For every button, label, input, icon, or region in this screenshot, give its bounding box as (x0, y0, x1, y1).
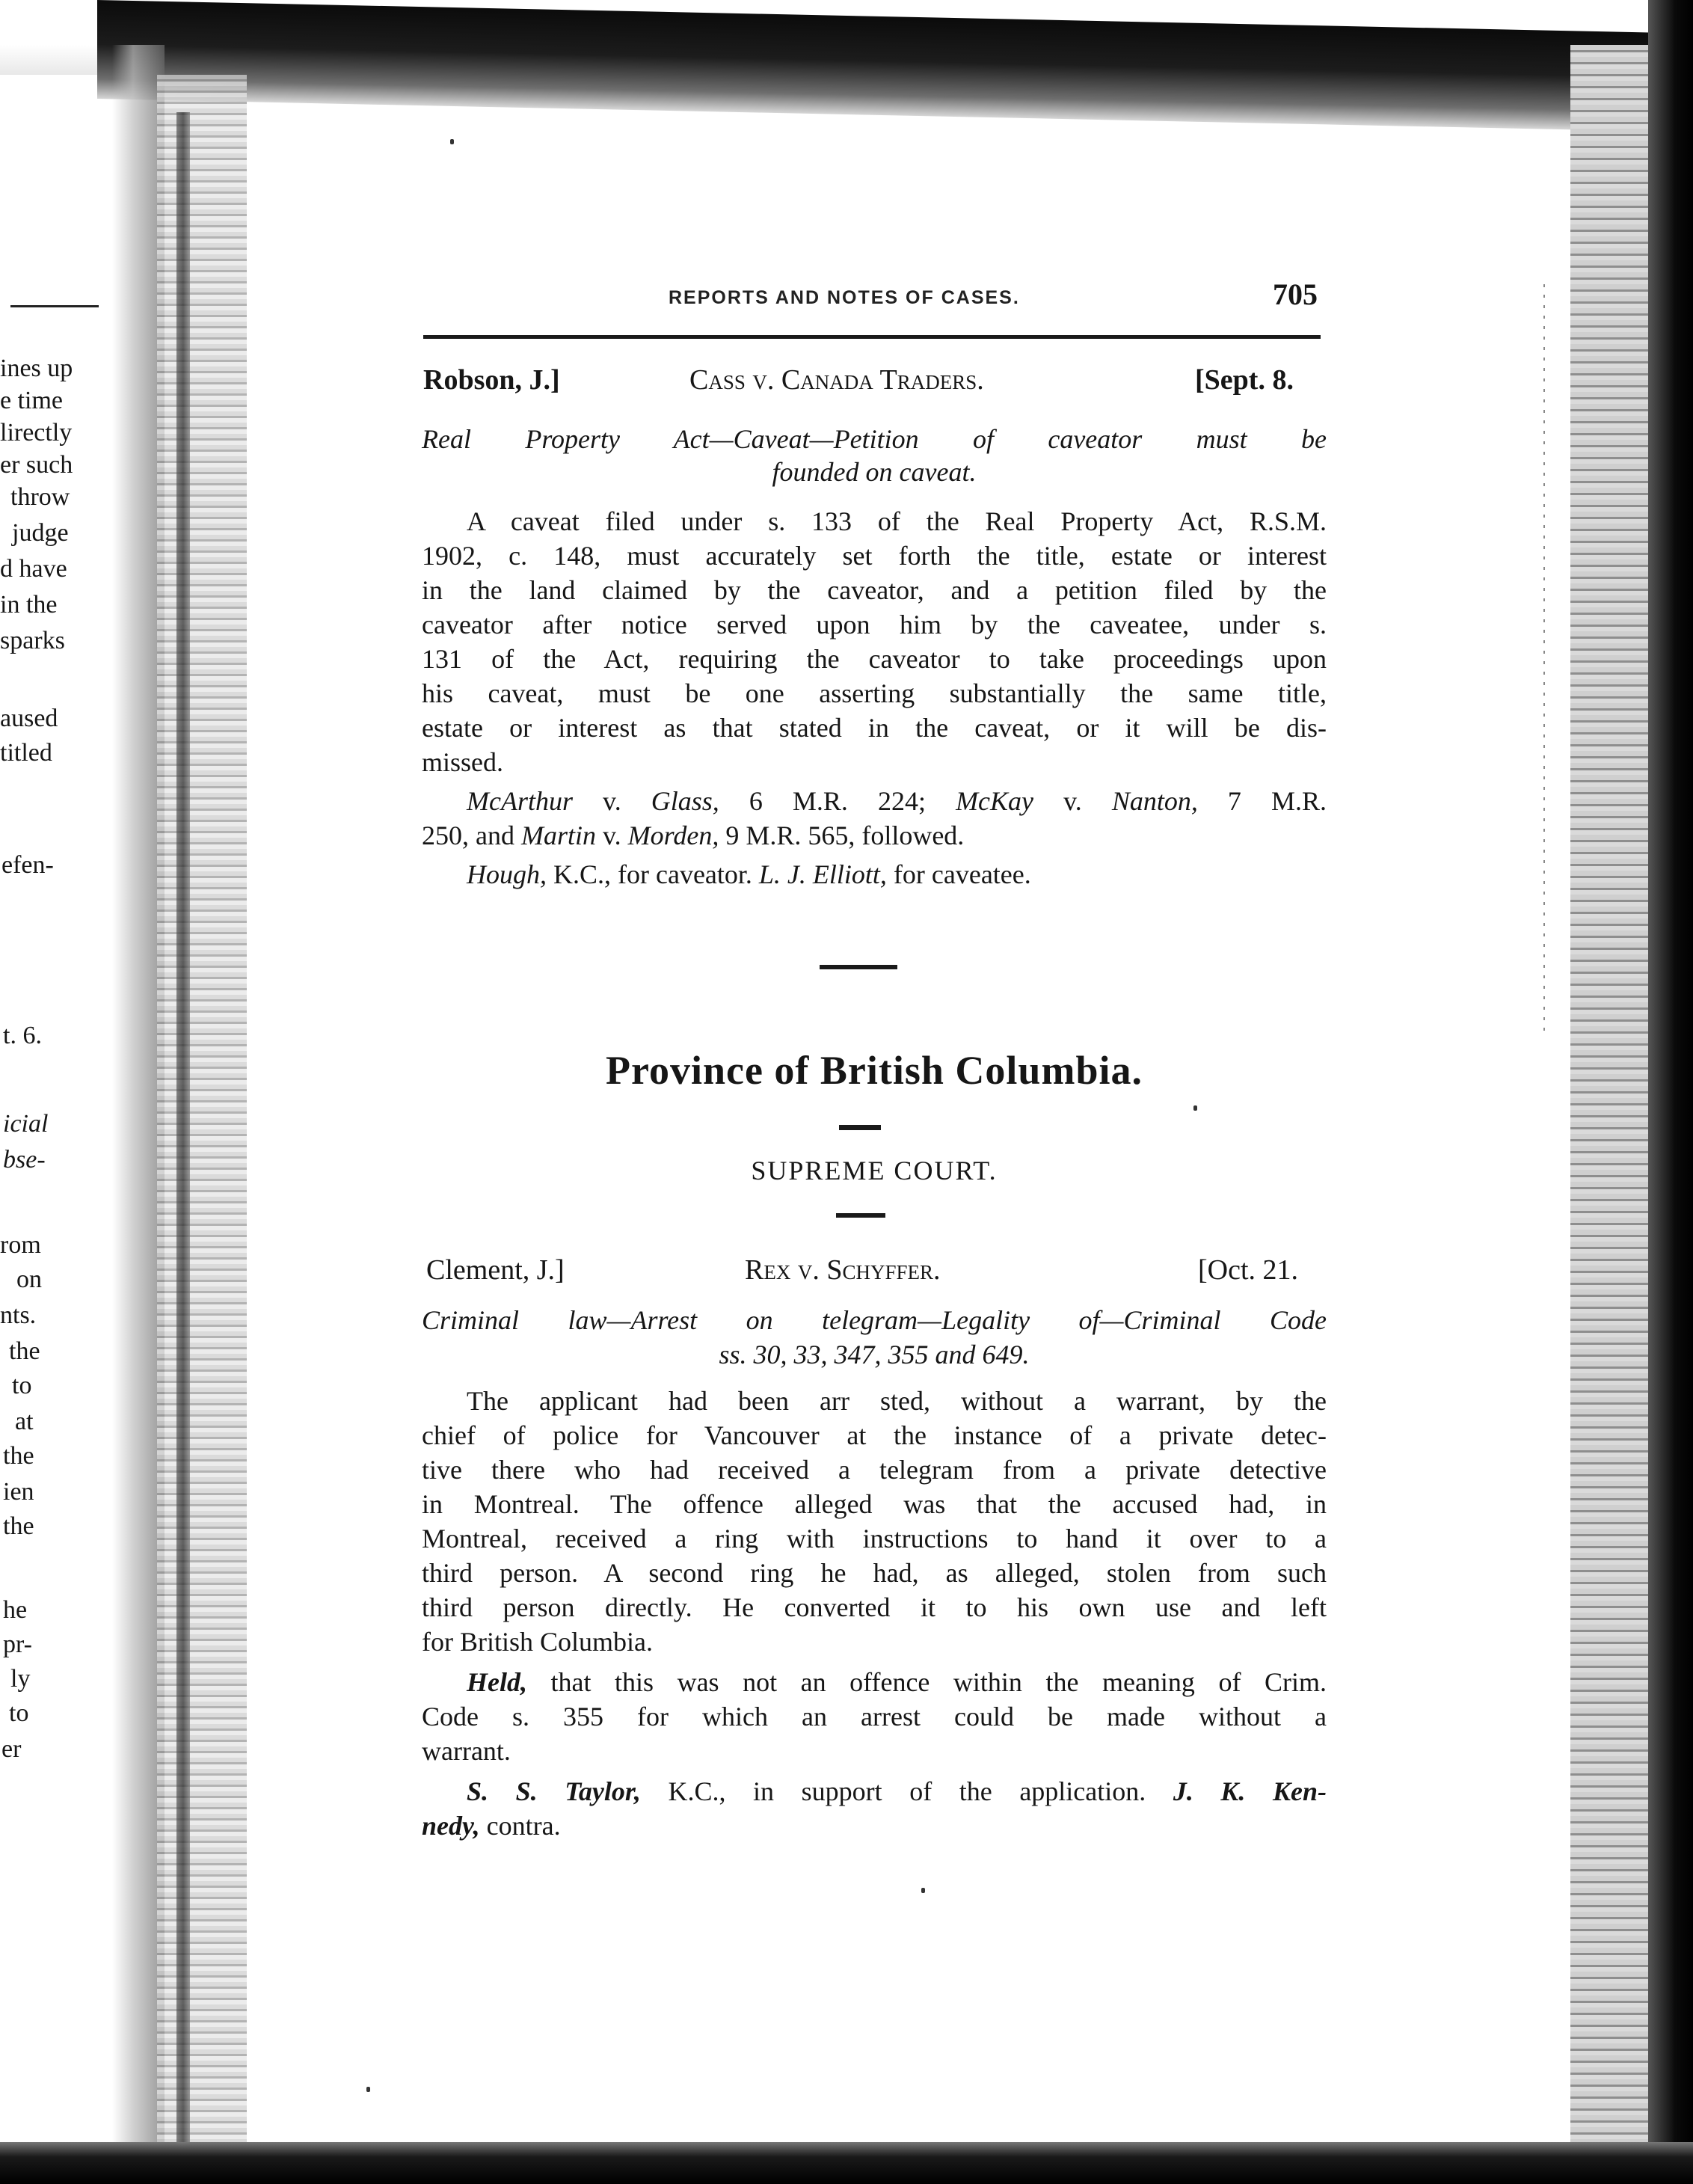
counsel-name: nedy, (422, 1811, 480, 1841)
left-page-line: to (12, 1372, 32, 1399)
page-number: 705 (1273, 277, 1318, 311)
counsel-name: L. J. Elliott, (758, 859, 887, 889)
left-page-line: he (3, 1596, 28, 1624)
counsel-text: K.C., in support of the application. (640, 1776, 1173, 1806)
province-heading: Province of British Columbia. (605, 1048, 1143, 1093)
citation-case-name: McArthur (467, 786, 573, 816)
citation-case-name: Morden, (627, 820, 719, 850)
case2-held-line1 (422, 1665, 1327, 1699)
case2-body-line: third person directly. He converted it to his own use and left (422, 1592, 1327, 1622)
case1-body-line: 1902, c. 148, must accurately set forth the title, estate or interest (422, 541, 1327, 571)
case2-body-line: Montreal, received a ring with instructions to hand it over to a (422, 1524, 1327, 1553)
case2-title: Rex v. Schyffer. (745, 1254, 941, 1286)
left-page-line: judge (12, 519, 69, 547)
case1-title: Cass v. Canada Traders. (689, 364, 984, 396)
held-text: that this was not an offence within the meaning of Crim. (526, 1667, 1327, 1697)
case2-body-line: in Montreal. The offence alleged was that the accused had, in (422, 1489, 1327, 1519)
case2-judge: Clement, J.] (426, 1254, 565, 1286)
left-page-line: titled (0, 739, 52, 767)
left-page-line: d have (0, 555, 67, 583)
scan-speck (1193, 1105, 1197, 1111)
case2-body-line: chief of police for Vancouver at the instance of a private detec- (422, 1420, 1327, 1450)
case1-body-line: missed. (422, 747, 504, 777)
case1-body-line: A caveat filed under s. 133 of the Real Property Act, R.S.M. (467, 506, 1327, 536)
case2-subject-line2: ss. 30, 33, 347, 355 and 649. (719, 1340, 1030, 1369)
case2-held-line3: warrant. (422, 1736, 511, 1766)
left-page-line: the (3, 1512, 34, 1540)
case2-body-line: third person. A second ring he had, as alleged, stolen from such (422, 1558, 1327, 1588)
left-page-line: pr- (3, 1631, 32, 1658)
ornament-rule (836, 1213, 885, 1218)
left-page-line: the (3, 1442, 34, 1470)
citation-case-name: Nanton, (1111, 786, 1198, 816)
left-page-line: t. 6. (3, 1022, 42, 1049)
case2-held-line2: Code s. 355 for which an arrest could be made without a (422, 1702, 1327, 1731)
citation-text: v. (572, 786, 651, 816)
left-page-line: lirectly (0, 419, 73, 447)
left-page-line: aused (0, 705, 58, 732)
citation-text: 250, and (422, 820, 521, 850)
case1-date: [Sept. 8. (1195, 364, 1294, 396)
scan-speck (450, 139, 454, 144)
ornament-rule (839, 1125, 881, 1130)
case2-body-line: The applicant had been arr sted, without a warrant, by the (467, 1386, 1327, 1416)
left-page-line: ien (3, 1478, 34, 1506)
left-page-line: on (16, 1266, 42, 1293)
left-page-line: to (9, 1699, 29, 1727)
header-rule (423, 335, 1321, 339)
citation-text: 9 M.R. 565, followed. (719, 820, 965, 850)
citation-text: 6 M.R. 224; (719, 786, 956, 816)
scan-speck (366, 2087, 370, 2092)
counsel-name: S. S. Taylor, (467, 1776, 641, 1806)
left-page-line: throw (10, 483, 70, 511)
left-page-line: icial (3, 1110, 49, 1138)
citation-case-name: Glass, (651, 786, 719, 816)
left-page-line: er such (0, 451, 73, 479)
case2-counsel-line2 (422, 1809, 1327, 1843)
left-page-line: bse- (3, 1146, 46, 1174)
left-page-line: er (1, 1735, 22, 1763)
citation-text: v. (1033, 786, 1112, 816)
counsel-name: J. K. Ken- (1173, 1776, 1327, 1806)
case1-body-line: estate or interest as that stated in the caveat, or it will be dis- (422, 713, 1327, 743)
counsel-name: Hough, (467, 859, 547, 889)
case1-body-line: 131 of the Act, requiring the caveator to take proceedings upon (422, 644, 1327, 674)
citation-case-name: Martin (520, 820, 596, 850)
held-label: Held, (467, 1667, 527, 1697)
scan-speck (921, 1888, 925, 1893)
left-page-line: nts. (0, 1301, 37, 1329)
running-head: REPORTS AND NOTES OF CASES. (669, 287, 1020, 308)
case1-citation-line1 (422, 784, 1327, 818)
case1-body-line: in the land claimed by the caveator, and a petition filed by the (422, 575, 1327, 605)
case2-body-line: tive there who had received a telegram from a private detective (422, 1455, 1327, 1485)
citation-text: 7 M.R. (1197, 786, 1327, 816)
citation-text: v. (596, 820, 628, 850)
case1-citation-line2 (422, 818, 1327, 853)
case1-body-line: his caveat, must be one asserting substantially the same title, (422, 678, 1327, 708)
left-page-line: ly (10, 1665, 31, 1693)
case1-subject-line2: founded on caveat. (772, 457, 977, 487)
counsel-text: contra. (479, 1811, 561, 1841)
left-page-line: in the (0, 591, 58, 619)
section-separator (820, 965, 897, 969)
left-page-line: efen- (1, 851, 54, 879)
counsel-text: K.C., for caveator. (547, 859, 759, 889)
case2-subject-line1: Criminal law—Arrest on telegram—Legality of—Criminal Code (422, 1305, 1327, 1335)
case2-counsel-line1 (422, 1774, 1327, 1809)
case1-body-line: caveator after notice served upon him by the caveatee, under s. (422, 610, 1327, 639)
left-page-line: the (9, 1337, 40, 1365)
left-page-line: at (15, 1408, 34, 1435)
case2-date: [Oct. 21. (1198, 1254, 1299, 1286)
court-heading: SUPREME COURT. (751, 1156, 998, 1185)
case2-body-line: for British Columbia. (422, 1627, 653, 1657)
left-page-line: rom (0, 1231, 41, 1259)
left-page-line: sparks (0, 627, 65, 654)
case1-judge: Robson, J.] (423, 364, 560, 396)
left-page-line: e time (0, 387, 64, 414)
citation-case-name: McKay (956, 786, 1034, 816)
case1-subject-line1: Real Property Act—Caveat—Petition of caveator must be (422, 424, 1327, 454)
case1-counsel (422, 857, 1327, 892)
left-page-line: ines up (0, 355, 73, 382)
counsel-text: for caveatee. (886, 859, 1031, 889)
